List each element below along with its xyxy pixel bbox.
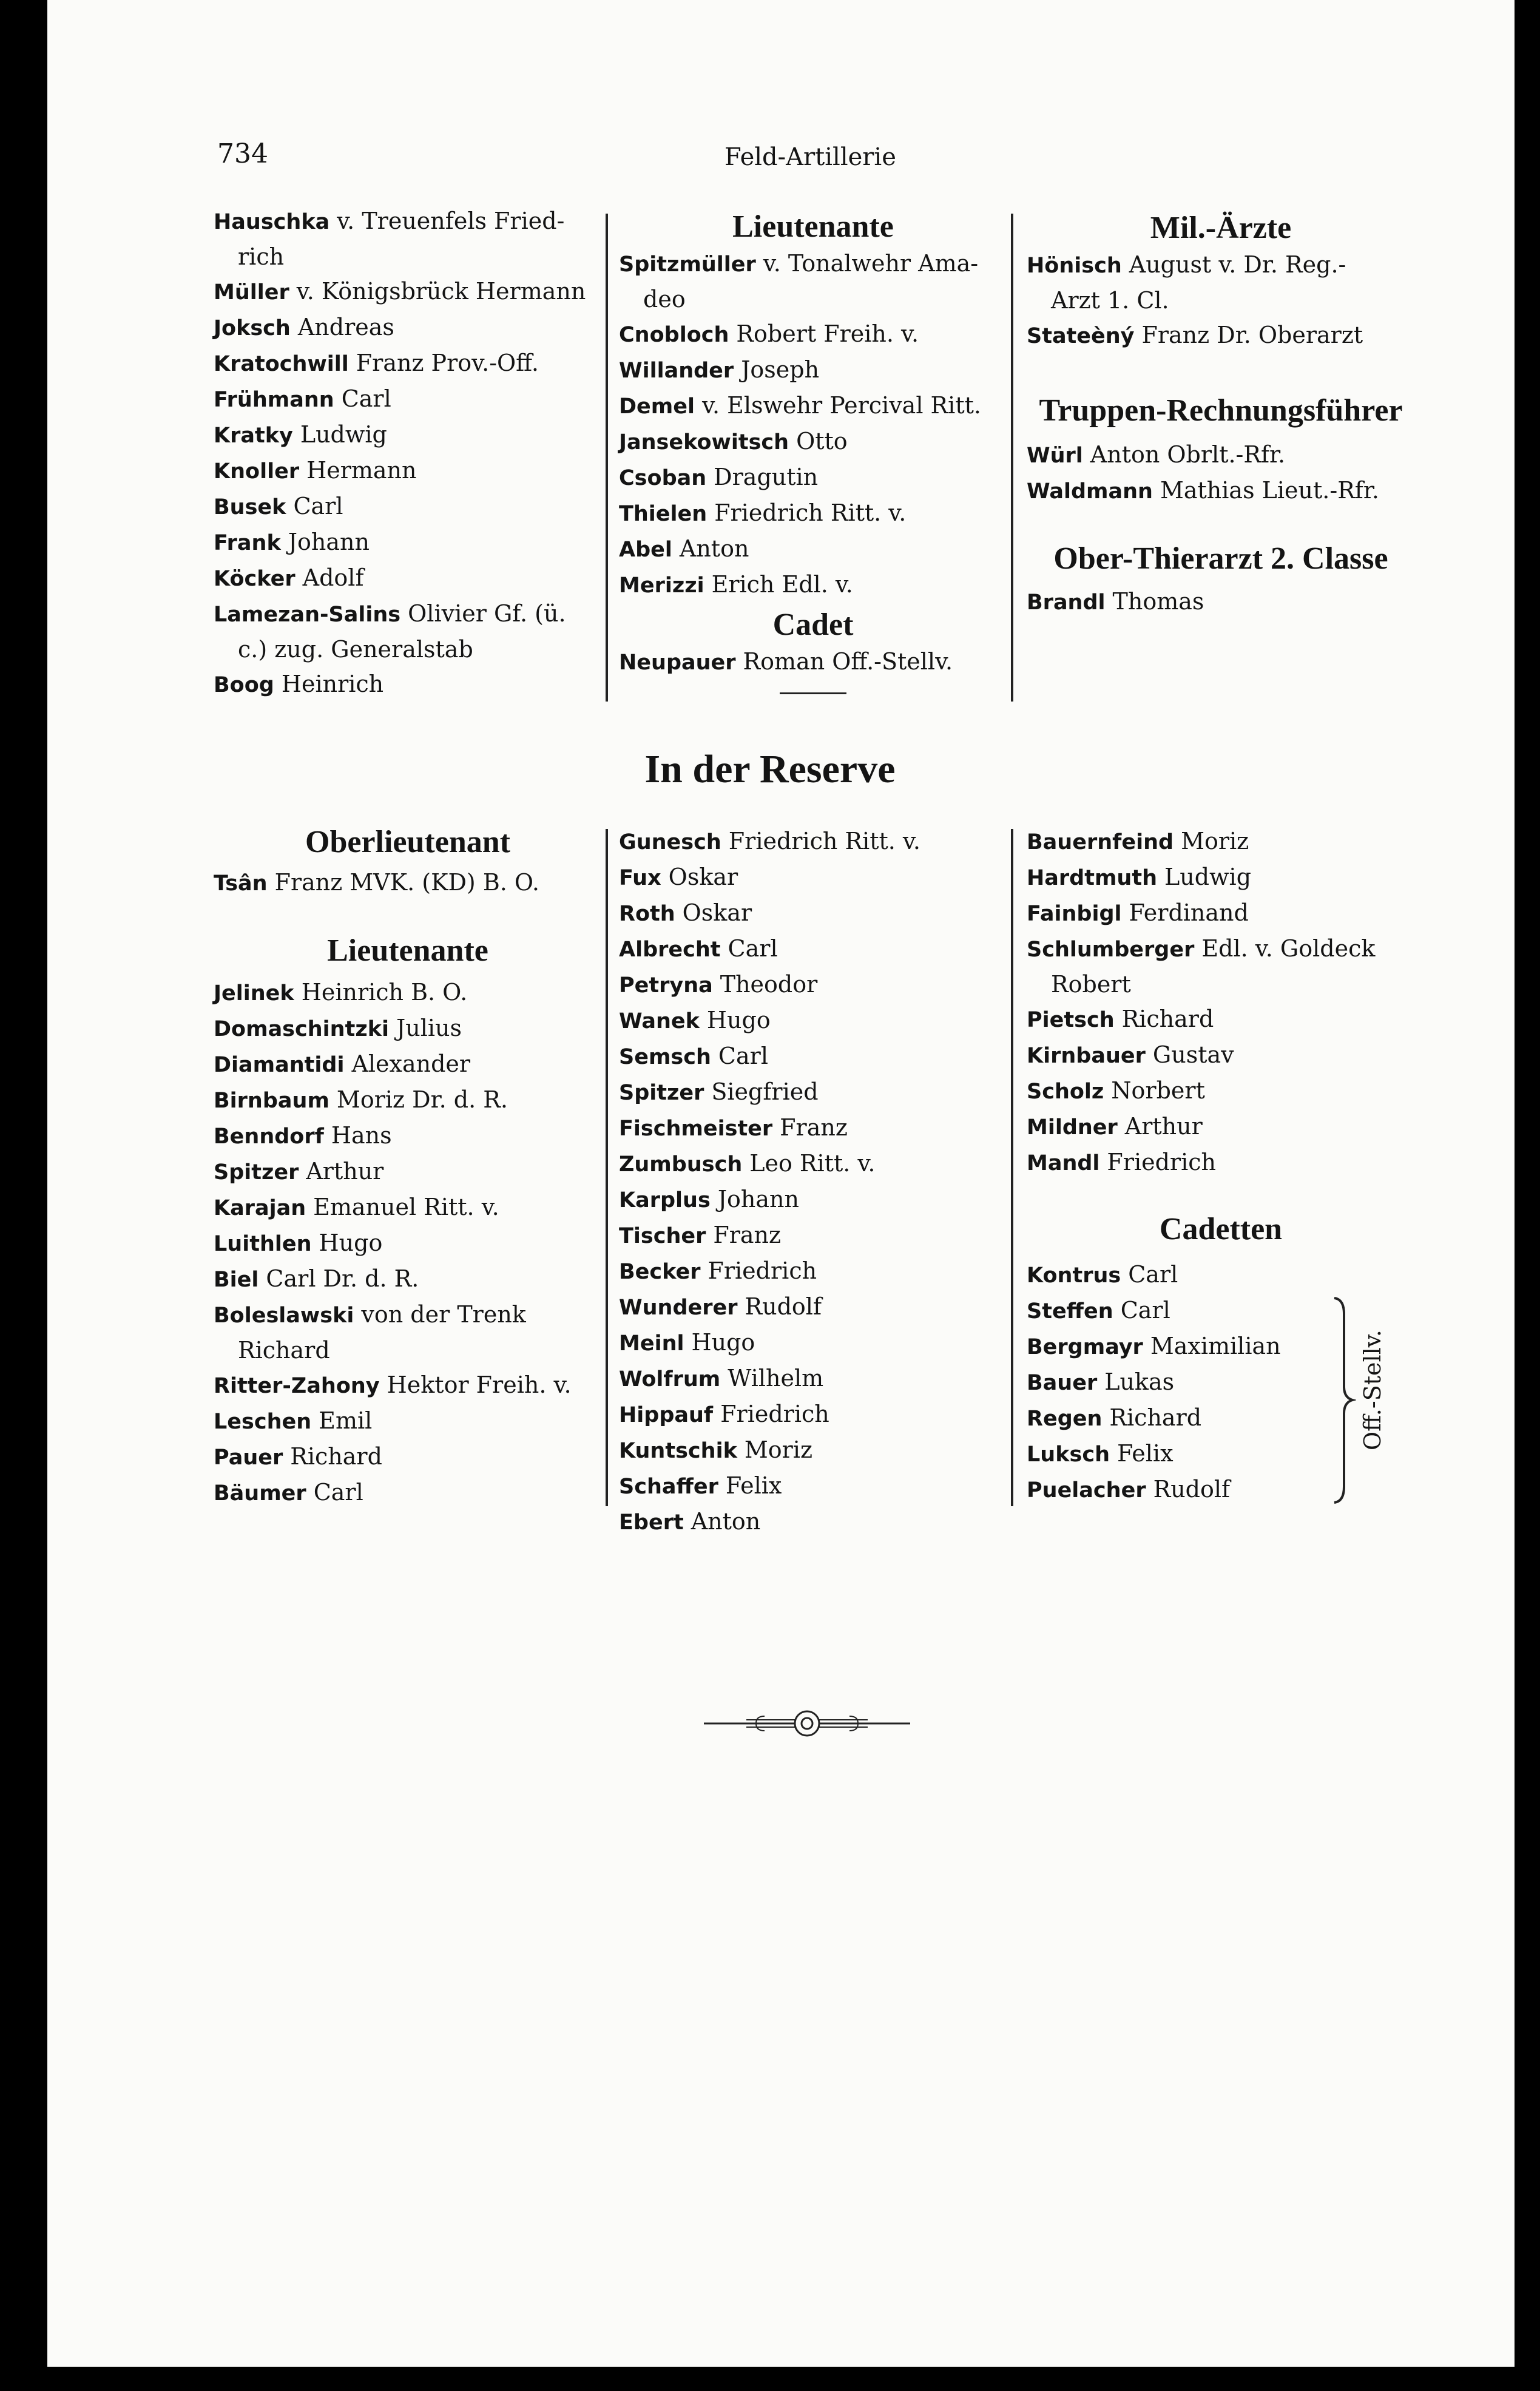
entry-surname: Puelacher — [1027, 1478, 1146, 1503]
entry-surname: Schaffer — [619, 1475, 718, 1499]
list-item — [619, 1182, 1007, 1218]
list-item — [619, 1290, 1007, 1325]
reserve-officers-list — [1027, 824, 1415, 1181]
column-divider — [606, 214, 608, 702]
list-item — [214, 667, 602, 703]
list-item — [214, 525, 602, 561]
entry-surname: Scholz — [1027, 1080, 1104, 1104]
entry-surname: Spitzmüller — [619, 252, 756, 277]
thierarzt-heading: Ober-Thierarzt 2. Classe — [1053, 541, 1388, 576]
entry-surname: Abel — [619, 538, 672, 562]
list-item — [1027, 473, 1415, 509]
entry-details: Heinrich B. O. — [301, 979, 468, 1006]
entry-surname: Hippauf — [619, 1403, 714, 1427]
entry-surname: Kratochwill — [214, 352, 349, 376]
entry-details: Richard — [1109, 1404, 1202, 1431]
list-item — [214, 1011, 602, 1047]
list-item — [619, 644, 1007, 680]
entry-details: Hans — [331, 1122, 392, 1149]
entry-continuation: Arzt 1. Cl. — [1051, 287, 1169, 314]
list-item — [619, 1039, 1007, 1075]
rechnung-list — [1027, 438, 1415, 509]
entry-surname: Leschen — [214, 1410, 312, 1434]
list-item — [619, 246, 1007, 282]
list-item — [1027, 1109, 1415, 1145]
entry-surname: Hönisch — [1027, 254, 1122, 278]
entry-details: Siegfried — [711, 1078, 819, 1105]
entry-continuation: rich — [238, 243, 285, 270]
entry-surname: Fischmeister — [619, 1117, 773, 1141]
entry-details: Emil — [319, 1407, 373, 1434]
list-item — [214, 1404, 602, 1439]
lieutenante-list — [619, 246, 1007, 603]
list-item — [619, 353, 1007, 388]
entry-surname: Tsân — [214, 871, 268, 896]
list-item — [214, 865, 602, 901]
entry-details: Carl — [718, 1043, 768, 1069]
entry-surname: Jelinek — [214, 981, 294, 1006]
entry-continuation: Richard — [238, 1337, 330, 1364]
entry-surname: Albrecht — [619, 938, 721, 962]
entry-surname: Kirnbauer — [1027, 1044, 1146, 1068]
entry-surname: Becker — [619, 1260, 701, 1284]
list-item — [619, 932, 1007, 967]
list-item — [619, 1003, 1007, 1039]
section-rule — [780, 692, 846, 694]
aerzte-list — [1027, 248, 1415, 354]
list-item — [619, 1397, 1007, 1433]
ornament-divider-icon — [704, 1705, 910, 1742]
entry-surname: Spitzer — [214, 1160, 299, 1185]
entry-surname: Pauer — [214, 1446, 283, 1470]
list-item — [1027, 1074, 1415, 1109]
list-item — [214, 1262, 602, 1297]
entry-details: Lukas — [1104, 1368, 1175, 1395]
entry-details: Rudolf — [1153, 1476, 1231, 1503]
entry-details: Arthur — [1124, 1113, 1203, 1140]
list-item — [214, 382, 602, 418]
entry-surname: Boleslawski — [214, 1304, 354, 1328]
list-item — [1027, 1436, 1415, 1472]
entry-surname: Csoban — [619, 466, 707, 490]
entry-details: Ludwig — [300, 421, 387, 448]
entry-details: Friedrich — [1107, 1149, 1216, 1175]
list-item — [1027, 1472, 1415, 1508]
entry-details: Roman Off.-Stellv. — [743, 648, 953, 675]
entry-details: Richard — [1121, 1006, 1214, 1032]
list-item — [619, 282, 1007, 317]
column-divider — [1011, 829, 1013, 1506]
entry-surname: Lamezan-Salins — [214, 603, 401, 627]
entry-details: Moriz Dr. d. R. — [336, 1086, 508, 1113]
entry-details: v. Tonalwehr Ama- — [763, 250, 979, 277]
entry-details: Wilhelm — [728, 1365, 824, 1392]
entry-details: v. Königsbrück Hermann — [296, 278, 586, 305]
entry-surname: Ritter-Zahony — [214, 1374, 380, 1398]
entry-surname: Kontrus — [1027, 1263, 1121, 1288]
entry-surname: Regen — [1027, 1407, 1103, 1431]
list-item — [214, 1190, 602, 1226]
entry-surname: Willander — [619, 359, 734, 383]
entry-details: Moriz — [1181, 828, 1249, 854]
lieutenante-heading: Lieutenante — [732, 209, 894, 244]
entry-details: Richard — [290, 1443, 382, 1470]
entry-surname: Waldmann — [1027, 479, 1153, 504]
entry-surname: Tischer — [619, 1224, 706, 1248]
list-item — [619, 967, 1007, 1003]
entry-details: Arthur — [306, 1158, 384, 1185]
entry-details: Robert Freih. v. — [736, 320, 919, 347]
list-item — [214, 1439, 602, 1475]
entry-surname: Joksch — [214, 316, 291, 340]
entry-details: Felix — [1117, 1440, 1174, 1467]
list-item — [214, 418, 602, 453]
entry-details: Carl Dr. d. R. — [266, 1265, 419, 1292]
entry-details: Rudolf — [745, 1293, 822, 1320]
list-item — [619, 1111, 1007, 1146]
page-title: Feld-Artillerie — [724, 143, 896, 171]
entry-details: Friedrich Ritt. v. — [714, 499, 907, 526]
entry-details: Friedrich Ritt. v. — [728, 828, 920, 854]
column-divider — [1011, 214, 1013, 702]
list-item — [214, 1368, 602, 1404]
list-item — [214, 346, 602, 382]
entry-details: Edl. v. Goldeck — [1201, 935, 1376, 962]
list-item — [1027, 1002, 1415, 1038]
list-item — [619, 1254, 1007, 1290]
entry-surname: Stateèný — [1027, 324, 1135, 348]
entry-details: Franz Dr. Oberarzt — [1141, 322, 1363, 348]
col2-section — [619, 208, 1007, 694]
entry-details: Gustav — [1152, 1041, 1234, 1068]
entry-surname: Karplus — [619, 1188, 711, 1212]
entry-surname: Biel — [214, 1268, 259, 1292]
reserve-col1-section — [214, 823, 602, 1511]
entry-details: Franz — [780, 1114, 848, 1141]
entry-surname: Petryna — [619, 973, 713, 998]
entry-details: Erich Edl. v. — [711, 571, 853, 598]
list-item — [214, 1297, 602, 1333]
list-item — [619, 1075, 1007, 1111]
entry-details: Heinrich — [281, 671, 384, 697]
entry-details: Adolf — [302, 564, 364, 591]
entry-details: Oskar — [668, 864, 738, 890]
entry-details: August v. Dr. Reg.- — [1129, 251, 1346, 278]
list-item — [214, 489, 602, 525]
entry-surname: Bergmayr — [1027, 1335, 1143, 1359]
cadet-list — [619, 644, 1007, 680]
entry-surname: Müller — [214, 280, 289, 305]
entry-surname: Roth — [619, 902, 675, 926]
list-item — [214, 1118, 602, 1154]
thierarzt-list — [1027, 584, 1415, 620]
column-divider — [606, 829, 608, 1506]
entry-surname: Domaschintzki — [214, 1017, 389, 1041]
entry-surname: Gunesch — [619, 830, 721, 854]
entry-details: Anton — [679, 535, 749, 562]
list-item — [619, 1361, 1007, 1397]
list-item — [1027, 318, 1415, 354]
list-item — [1027, 1329, 1415, 1365]
entry-details: Hektor Freih. v. — [387, 1371, 572, 1398]
entry-surname: Pietsch — [1027, 1008, 1115, 1032]
entry-surname: Wanek — [619, 1009, 700, 1033]
entry-details: Julius — [396, 1015, 462, 1041]
entry-details: Hugo — [706, 1007, 771, 1033]
cadetten-heading: Cadetten — [1159, 1212, 1283, 1246]
list-item — [1027, 1365, 1415, 1401]
entry-surname: Ebert — [619, 1510, 684, 1535]
aerzte-heading: Mil.-Ärzte — [1150, 211, 1292, 245]
entry-surname: Luksch — [1027, 1442, 1110, 1467]
entry-details: Friedrich — [708, 1257, 817, 1284]
list-item — [214, 204, 602, 240]
entry-details: Hugo — [691, 1329, 755, 1356]
entry-surname: Benndorf — [214, 1124, 324, 1149]
list-item — [214, 1047, 602, 1083]
entry-details: Johann — [288, 529, 370, 555]
entry-details: Otto — [796, 428, 848, 455]
list-item — [214, 310, 602, 346]
entry-details: Carl — [728, 935, 778, 962]
entry-details: Hugo — [319, 1229, 383, 1256]
list-item — [619, 1218, 1007, 1254]
cadet-heading: Cadet — [772, 607, 854, 642]
list-item — [1027, 1145, 1415, 1181]
cadetten-list — [1027, 1257, 1415, 1508]
entry-surname: Cnobloch — [619, 323, 729, 347]
entry-details: Olivier Gf. (ü. — [408, 600, 566, 627]
entry-details: Theodor — [720, 971, 818, 998]
reserve-heading: In der Reserve — [644, 747, 896, 791]
entry-details: Norbert — [1111, 1077, 1205, 1104]
entry-surname: Schlumberger — [1027, 938, 1195, 962]
reserve-lieutenante-list — [214, 975, 602, 1511]
list-item — [619, 1325, 1007, 1361]
entry-details: Moriz — [744, 1436, 812, 1463]
entry-details: Carl — [1128, 1261, 1178, 1288]
list-item — [214, 975, 602, 1011]
entry-details: Carl — [341, 385, 391, 412]
page-number: 734 — [217, 138, 268, 169]
entry-continuation: c.) zug. Generalstab — [238, 636, 473, 663]
list-item — [214, 632, 602, 667]
entry-surname: Frank — [214, 531, 281, 555]
entry-surname: Boog — [214, 673, 274, 697]
reserve-col3-section — [1027, 824, 1415, 1508]
list-item — [619, 496, 1007, 532]
entry-surname: Bauer — [1027, 1371, 1098, 1395]
list-item — [214, 1475, 602, 1511]
list-item — [1027, 1293, 1415, 1329]
list-item — [1027, 584, 1415, 620]
entry-details: Friedrich — [720, 1401, 829, 1427]
list-item — [1027, 967, 1415, 1002]
entry-details: v. Treuenfels Fried- — [337, 208, 565, 234]
entry-continuation: Robert — [1051, 971, 1131, 998]
entry-surname: Knoller — [214, 459, 300, 484]
entry-surname: Busek — [214, 495, 286, 519]
col3-section — [1027, 209, 1415, 620]
list-item — [619, 824, 1007, 860]
entry-details: Ludwig — [1164, 864, 1252, 890]
col1-list — [214, 204, 602, 703]
list-item — [619, 896, 1007, 932]
list-item — [619, 1504, 1007, 1540]
entry-surname: Mildner — [1027, 1115, 1118, 1140]
entry-details: Leo Ritt. v. — [749, 1150, 876, 1177]
entry-surname: Bäumer — [214, 1481, 306, 1506]
entry-surname: Neupauer — [619, 651, 736, 675]
entry-details: Carl — [313, 1479, 363, 1506]
entry-surname: Demel — [619, 394, 695, 419]
entry-surname: Diamantidi — [214, 1053, 345, 1077]
list-item — [214, 597, 602, 632]
list-item — [619, 460, 1007, 496]
entry-surname: Semsch — [619, 1045, 711, 1069]
list-item — [214, 1226, 602, 1262]
entry-details: Hermann — [306, 457, 417, 484]
entry-surname: Kuntschik — [619, 1439, 737, 1463]
entry-surname: Luithlen — [214, 1232, 312, 1256]
entry-surname: Mandl — [1027, 1151, 1100, 1175]
list-item — [1027, 824, 1415, 860]
entry-surname: Fux — [619, 866, 661, 890]
entry-details: Dragutin — [714, 464, 819, 490]
list-item — [214, 1154, 602, 1190]
entry-surname: Karajan — [214, 1196, 306, 1220]
entry-details: Alexander — [351, 1050, 471, 1077]
list-item — [1027, 860, 1415, 896]
list-item — [619, 532, 1007, 567]
entry-details: Maximilian — [1150, 1333, 1281, 1359]
entry-surname: Wunderer — [619, 1296, 738, 1320]
entry-surname: Steffen — [1027, 1299, 1113, 1324]
entry-details: Carl — [1120, 1297, 1170, 1324]
list-item — [214, 1333, 602, 1368]
list-item — [214, 561, 602, 597]
entry-details: Johann — [717, 1186, 799, 1212]
entry-continuation: deo — [643, 286, 686, 313]
list-item — [1027, 932, 1415, 967]
entry-surname: Fainbigl — [1027, 902, 1122, 926]
entry-details: Thomas — [1112, 588, 1204, 615]
entry-details: von der Trenk — [361, 1301, 526, 1328]
list-item — [1027, 1401, 1415, 1436]
entry-surname: Kratky — [214, 424, 293, 448]
list-item — [214, 240, 602, 274]
entry-details: Emanuel Ritt. v. — [313, 1194, 499, 1220]
entry-details: Anton Obrlt.-Rfr. — [1090, 441, 1286, 468]
reserve-lieutenante-heading: Lieutenante — [327, 933, 488, 968]
rechnung-heading: Truppen-Rechnungsführer — [1039, 393, 1403, 428]
curly-brace-icon — [1332, 1296, 1356, 1505]
entry-surname: Hauschka — [214, 210, 330, 234]
list-item — [619, 860, 1007, 896]
list-item — [619, 1469, 1007, 1504]
entry-surname: Brandl — [1027, 590, 1106, 615]
list-item — [1027, 1257, 1415, 1293]
entry-surname: Würl — [1027, 444, 1083, 468]
oberlieutenant-list — [214, 865, 602, 901]
list-item — [619, 1433, 1007, 1469]
list-item — [619, 317, 1007, 353]
entry-surname: Frühmann — [214, 388, 334, 412]
reserve-col2-list — [619, 824, 1007, 1540]
entry-details: Joseph — [741, 356, 820, 383]
entry-details: Andreas — [297, 314, 394, 340]
entry-details: Oskar — [682, 899, 752, 926]
list-item — [619, 424, 1007, 460]
entry-details: v. Elswehr Percival Ritt. — [702, 392, 981, 419]
entry-surname: Hardtmuth — [1027, 866, 1157, 890]
list-item — [214, 1083, 602, 1118]
list-item — [619, 567, 1007, 603]
entry-details: Anton — [691, 1508, 761, 1535]
list-item — [214, 274, 602, 310]
off-stellv-label: Off.-Stellv. — [1359, 1330, 1386, 1450]
list-item — [214, 453, 602, 489]
oberlieutenant-heading: Oberlieutenant — [305, 825, 510, 859]
entry-details: Mathias Lieut.-Rfr. — [1160, 477, 1379, 504]
entry-details: Felix — [725, 1472, 782, 1499]
entry-details: Ferdinand — [1129, 899, 1249, 926]
list-item — [1027, 438, 1415, 473]
entry-details: Franz Prov.-Off. — [356, 350, 539, 376]
list-item — [619, 1146, 1007, 1182]
list-item — [1027, 248, 1415, 283]
entry-surname: Merizzi — [619, 573, 704, 598]
list-item — [619, 388, 1007, 424]
entry-surname: Zumbusch — [619, 1152, 743, 1177]
list-item — [1027, 283, 1415, 318]
entry-surname: Bauernfeind — [1027, 830, 1174, 854]
entry-surname: Jansekowitsch — [619, 430, 789, 455]
entry-details: Franz — [713, 1222, 782, 1248]
entry-surname: Meinl — [619, 1331, 684, 1356]
list-item — [1027, 896, 1415, 932]
list-item — [1027, 1038, 1415, 1074]
entry-surname: Spitzer — [619, 1081, 704, 1105]
entry-details: Carl — [293, 493, 343, 519]
entry-surname: Birnbaum — [214, 1089, 329, 1113]
entry-details: Franz MVK. (KD) B. O. — [274, 869, 539, 896]
entry-surname: Köcker — [214, 567, 296, 591]
entry-surname: Wolfrum — [619, 1367, 721, 1392]
entry-surname: Thielen — [619, 502, 708, 526]
